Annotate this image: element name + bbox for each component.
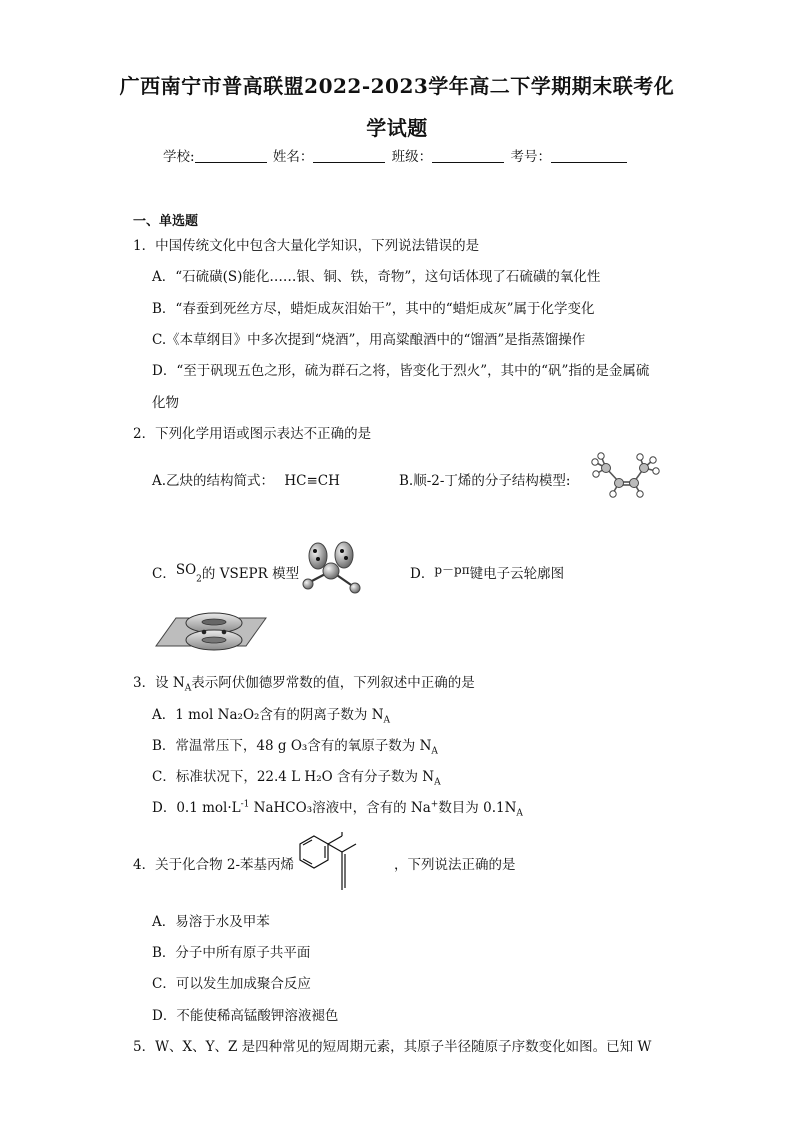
exam-no-blank[interactable] [551,148,627,163]
q2-option-a-formula: HC≡CH [284,473,340,489]
q1-option-d-cont: 化物 [152,395,179,411]
class-label: 班级： [391,149,433,165]
q1-option-a: A．“石硫磺(S)能化……银、铜、铁，奇物”，这句话体现了石硫磺的氧化性 [152,269,601,285]
q2-stem: 2．下列化学用语或图示表达不正确的是 [133,426,372,442]
q2-option-d-label: D． [410,566,435,582]
q3-option-d-sub: A [516,808,523,819]
so2-subscript: 2 [196,574,202,585]
q3-option-d-end: 数目为 0.1N [438,800,517,816]
q4-option-b: B．分子中所有原子共平面 [152,945,311,961]
q2-option-d-text: 键电子云轮廓图 [469,566,565,582]
q4-option-c: C．可以发生加成聚合反应 [152,976,311,992]
so2-vsepr-model-image [296,541,368,597]
q2-option-c [152,562,299,585]
q3-stem-pre: 3．设 N [133,675,185,691]
q2-option-a-label: A.乙炔的结构简式： [152,473,275,489]
student-info-row [163,145,629,165]
school-label: 学校: [163,149,195,165]
q3-option-b-text: B．常温常压下，48 g O₃含有的氧原子数为 N [152,738,432,754]
section-heading: 一、单选题 [133,214,199,229]
q5-stem: 5．W、X、Y、Z 是四种常见的短周期元素，其原子半径随原子序数变化如图。已知 W [133,1039,652,1055]
q2-option-c-label: C． [152,566,176,582]
q3-stem-post: 表示阿伏伽德罗常数的值，下列叙述中正确的是 [191,675,475,691]
exam-title-line2: 学试题 [366,116,428,140]
q3-option-c-text: C．标准状况下，22.4 L H₂O 含有分子数为 N [152,769,435,785]
q3-option-b [152,734,438,757]
q3-stem-sub: A [184,683,192,694]
p-p-pi-cloud-image [154,610,268,652]
q2-option-c-text: 的 VSEPR 模型 [201,566,300,582]
2-phenylpropene-structure-image [298,832,396,894]
q2-option-a [152,469,340,489]
exam-no-label: 考号： [510,149,551,165]
q2-option-d [410,562,564,582]
q3-option-d [152,796,523,819]
q1-stem: 1．中国传统文化中包含大量化学知识，下列说法错误的是 [133,238,480,254]
q3-option-d-sup: -1 [240,799,250,810]
q3-option-b-sub: A [431,746,438,757]
so2-symbol: SO [175,562,197,578]
cis-2-butene-model-image [586,452,661,502]
q3-option-a-sub: A [383,715,391,726]
q4-stem-post: ，下列说法正确的是 [394,857,516,873]
q1-option-c: C.《本草纲目》中多次提到“烧酒”，用高粱酿酒中的“馏酒”是指蒸馏操作 [152,332,586,348]
q1-option-d: D．“至于矾现五色之形，硫为群石之将，皆变化于烈火”，其中的“矾”指的是金属硫 [152,363,650,379]
q4-stem-pre: 4．关于化合物 2-苯基丙烯 [133,857,295,873]
q4-option-d: D．不能使稀高锰酸钾溶液褪色 [152,1008,339,1024]
q3-option-a [152,703,390,726]
name-blank[interactable] [313,148,385,163]
so2-formula [175,562,202,585]
q3-stem [133,671,475,694]
q2-option-b: B.顺-2-丁烯的分子结构模型: [399,473,571,489]
school-blank[interactable] [195,148,267,163]
q3-option-c [152,765,441,788]
q3-option-d-sup2: + [430,799,439,810]
q3-option-a-text: A．1 mol Na₂O₂含有的阴离子数为 N [152,707,384,723]
q4-option-a: A．易溶于水及甲苯 [152,914,270,930]
q3-option-d-text: D．0.1 mol·L [152,800,241,816]
name-label: 姓名： [272,149,314,165]
q1-option-b: B．“春蚕到死丝方尽，蜡炬成灰泪始干”，其中的“蜡炬成灰”属于化学变化 [152,301,595,317]
p-p-pi-symbol: p－pπ [434,563,470,577]
q3-option-d-mid: NaHCO₃溶液中，含有的 Na [249,800,431,816]
class-blank[interactable] [432,148,504,163]
q3-option-c-sub: A [434,777,441,788]
exam-title-line1: 广西南宁市普高联盟2022-2023学年高二下学期期末联考化 [119,74,675,98]
